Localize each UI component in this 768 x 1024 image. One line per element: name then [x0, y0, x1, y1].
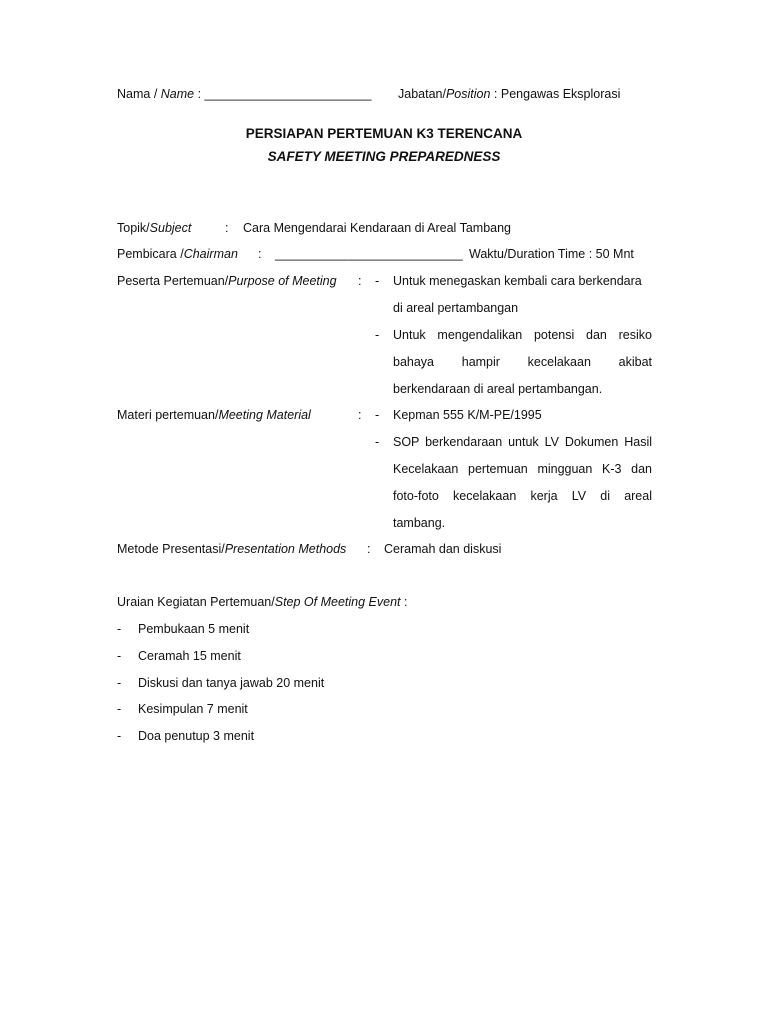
topic-label-en: Subject — [149, 221, 192, 235]
material-item-2-line-1: SOP berkendaraan untuk LV Dokumen Hasil — [393, 435, 652, 449]
topic-label — [117, 221, 191, 235]
purpose-item-2-line-3: berkendaraan di areal pertambangan. — [393, 382, 603, 396]
topic-colon: : — [225, 221, 229, 235]
step-4-dash: - — [117, 702, 122, 716]
chairman-label-en: Chairman — [183, 247, 238, 261]
chairman-colon: : — [258, 247, 262, 261]
chairman-label-id: Pembicara / — [117, 247, 184, 261]
material-item-2-line-2: Kecelakaan pertemuan mingguan K-3 dan — [393, 462, 652, 476]
topic-value: Cara Mengendarai Kendaraan di Areal Tambang — [243, 221, 512, 235]
method-colon: : — [367, 542, 371, 556]
step-5-text: Doa penutup 3 menit — [138, 729, 255, 743]
steps-heading-id: Uraian Kegiatan Pertemuan/ — [117, 595, 275, 609]
purpose-label-en: Purpose of Meeting — [228, 274, 337, 288]
purpose-label-id: Peserta Pertemuan/ — [117, 274, 229, 288]
method-label — [117, 542, 346, 556]
step-2-text: Ceramah 15 menit — [138, 649, 241, 663]
material-colon: : — [358, 408, 362, 422]
document-title: PERSIAPAN PERTEMUAN K3 TERENCANA — [245, 126, 523, 141]
method-label-en: Presentation Methods — [224, 542, 347, 556]
step-3-text: Diskusi dan tanya jawab 20 menit — [138, 676, 325, 690]
position-value: : Pengawas Eksplorasi — [490, 87, 621, 101]
step-4-text: Kesimpulan 7 menit — [138, 702, 248, 716]
name-label-en: Name — [160, 87, 195, 101]
topic-label-id: Topik/ — [117, 221, 150, 235]
purpose-item-2-line-1: Untuk mengendalikan potensi dan resiko — [393, 328, 652, 342]
material-item-1-dash: - — [375, 408, 380, 422]
method-value: Ceramah dan diskusi — [384, 542, 502, 556]
material-item-2-line-4: tambang. — [393, 516, 446, 530]
purpose-item-2-dash: - — [375, 328, 380, 342]
material-label-id: Materi pertemuan/ — [117, 408, 219, 422]
purpose-item-1-line-1: Untuk menegaskan kembali cara berkendara — [393, 274, 642, 288]
purpose-item-1-dash: - — [375, 274, 380, 288]
steps-heading-en: Step Of Meeting Event — [274, 595, 401, 609]
purpose-colon: : — [358, 274, 362, 288]
purpose-item-1-line-2: di areal pertambangan — [393, 301, 519, 315]
purpose-item-2-line-2: bahaya hampir kecelakaan akibat — [393, 355, 652, 369]
name-field — [117, 87, 371, 101]
chairman-label — [117, 247, 238, 261]
steps-heading-colon: : — [400, 595, 408, 609]
name-colon: : — [194, 87, 202, 101]
method-label-id: Metode Presentasi/ — [117, 542, 225, 556]
step-1-dash: - — [117, 622, 122, 636]
material-item-2-line-3: foto-foto kecelakaan kerja LV di areal — [393, 489, 652, 503]
name-label: Nama — [117, 87, 151, 101]
step-2-dash: - — [117, 649, 122, 663]
position-field — [398, 87, 620, 101]
steps-heading — [117, 595, 407, 609]
material-label — [117, 408, 311, 422]
chairman-blank: ___________________________ — [275, 247, 463, 261]
document-subtitle: SAFETY MEETING PREPAREDNESS — [267, 149, 501, 164]
step-3-dash: - — [117, 676, 122, 690]
purpose-label — [117, 274, 337, 288]
position-label-en: Position — [445, 87, 491, 101]
duration-text: Waktu/Duration Time : 50 Mnt — [469, 247, 634, 261]
material-label-en: Meeting Material — [218, 408, 311, 422]
position-label: Jabatan/ — [398, 87, 446, 101]
material-item-1-line-1: Kepman 555 K/M-PE/1995 — [393, 408, 542, 422]
step-5-dash: - — [117, 729, 122, 743]
name-blank: ________________________ — [204, 87, 372, 101]
name-separator: / — [150, 87, 161, 101]
material-item-2-dash: - — [375, 435, 380, 449]
step-1-text: Pembukaan 5 menit — [138, 622, 250, 636]
